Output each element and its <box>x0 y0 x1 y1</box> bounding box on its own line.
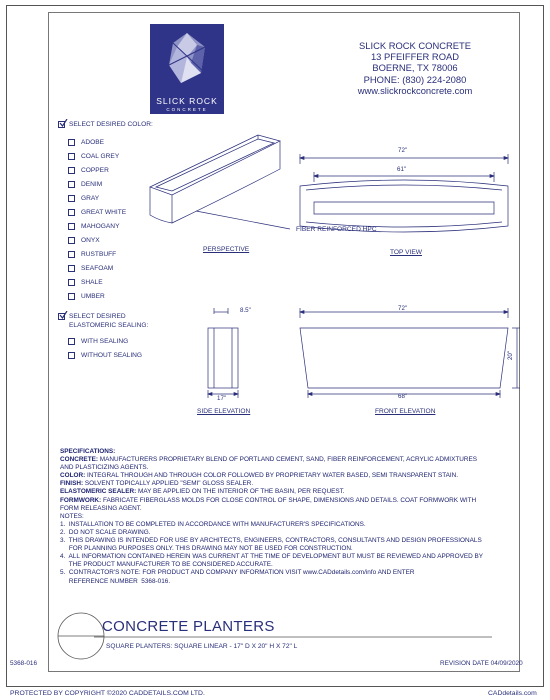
check-icon <box>59 119 68 128</box>
sealer-label: ELASTOMERIC SEALER: <box>60 488 137 496</box>
sealer-text: MAY BE APPLIED ON THE INTERIOR OF THE BASIN, PER REQUEST. <box>136 488 345 496</box>
checkbox[interactable] <box>68 279 75 286</box>
sealing-option-without[interactable] <box>68 352 142 359</box>
top-view-drawing <box>292 150 524 242</box>
revision-date: REVISION DATE 04/09/2020 <box>440 660 523 667</box>
option-label: GREAT WHITE <box>81 209 127 216</box>
sealing-select-heading-row <box>58 313 148 330</box>
color-option-umber[interactable] <box>68 293 105 300</box>
color-option-onyx[interactable] <box>68 237 100 244</box>
checkbox[interactable] <box>68 209 75 216</box>
front-elevation-label: FRONT ELEVATION <box>375 408 436 415</box>
top-view-label: TOP VIEW <box>390 249 422 256</box>
color-select-checkbox[interactable] <box>58 121 65 128</box>
perspective-label: PERSPECTIVE <box>203 246 250 253</box>
checkbox[interactable] <box>68 223 75 230</box>
color-option-denim[interactable] <box>68 181 102 188</box>
color-option-coal-grey[interactable] <box>68 153 119 160</box>
option-label: ONYX <box>81 237 100 244</box>
company-address-line2: BOERNE, TX 78006 <box>372 62 458 74</box>
company-website[interactable]: www.slickrockconcrete.com <box>357 84 473 96</box>
company-logo <box>150 24 224 114</box>
perspective-drawing <box>140 125 310 255</box>
checkbox[interactable] <box>68 195 75 202</box>
spec-heading: SPECIFICATIONS: <box>60 448 116 455</box>
color-option-gray[interactable] <box>68 195 99 202</box>
copyright-text: PROTECTED BY COPYRIGHT ©2020 CADDETAILS.COM LTD. <box>10 690 205 697</box>
company-address-line1: 13 PFEIFFER ROAD <box>370 51 460 63</box>
reference-number: 5368-016 <box>10 660 38 667</box>
front-elevation-drawing <box>292 304 524 404</box>
side-elevation-label: SIDE ELEVATION <box>197 408 251 415</box>
option-label: ADOBE <box>81 139 105 146</box>
option-label: SEAFOAM <box>81 265 114 272</box>
option-label: RUSTBUFF <box>81 251 117 258</box>
checkbox[interactable] <box>68 153 75 160</box>
fiber-label: FIBER REINFORCED HPC <box>296 226 377 233</box>
note-item: 4. ALL INFORMATION CONTAINED HEREIN WAS CURRENT AT THE TIME OF DEVELOPMENT BUT MUST BE REVIEWED AND APPROVED BY <box>60 553 484 561</box>
color-option-rustbuff[interactable] <box>68 251 116 258</box>
company-phone: PHONE: (830) 224-2080 <box>363 73 467 85</box>
finish-text: SOLVENT TOPICALLY APPLIED "SEMI" GLOSS SEALER. <box>83 480 254 488</box>
sealing-option-with[interactable] <box>68 338 128 345</box>
color-select-heading-row <box>58 121 153 128</box>
color-option-shale[interactable] <box>68 279 103 286</box>
formwork-text-cont: FORM RELEASING AGENT. <box>60 504 142 512</box>
color-text: INTEGRAL THROUGH AND THROUGH COLOR FOLLOWED BY PROPRIETARY WATER BASED, SEMI TRANSPARENT STAIN. <box>85 472 459 480</box>
checkbox[interactable] <box>68 139 75 146</box>
sealing-heading-line2: ELASTOMERIC SEALING: <box>69 321 149 329</box>
checkbox[interactable] <box>68 338 75 345</box>
note-item: 5. CONTRACTOR'S NOTE: FOR PRODUCT AND COMPANY INFORMATION VISIT www.CADdetails.com/info AND ENTER <box>60 569 415 577</box>
option-label: GRAY <box>81 195 100 202</box>
note-item: THE PRODUCT MANUFACTURER TO BE CONSIDERED ACCURATE. <box>60 561 273 569</box>
front-dim-top: 72" <box>398 305 408 312</box>
option-label: UMBER <box>81 293 105 300</box>
note-item: 2. DO NOT SCALE DRAWING. <box>60 528 151 536</box>
finish-label: FINISH: <box>60 480 84 488</box>
note-item: REFERENCE NUMBER 5368-016. <box>60 577 171 585</box>
formwork-label: FORMWORK: <box>60 496 102 504</box>
logo-subtext: CONCRETE <box>166 107 208 112</box>
concrete-text: MANUFACTURERS PROPRIETARY BLEND OF PORTLAND CEMENT, SAND, FIBER REINFORCEMENT, ACRYLIC ADMIXTURES <box>98 456 477 464</box>
note-item: 3. THIS DRAWING IS INTENDED FOR USE BY ARCHITECTS, ENGINEERS, CONTRACTORS, CONSULTANTS AND DESIGN PROFESSIONALS <box>60 537 482 545</box>
logo-text: SLICK ROCK <box>156 96 218 106</box>
rock-logo-icon <box>151 25 223 91</box>
color-option-great-white[interactable] <box>68 209 126 216</box>
option-label: WITHOUT SEALING <box>81 352 143 359</box>
company-info <box>330 40 500 96</box>
checkbox[interactable] <box>68 293 75 300</box>
note-item: 1. INSTALLATION TO BE COMPLETED IN ACCORDANCE WITH MANUFACTURER'S SPECIFICATIONS. <box>60 520 366 528</box>
front-dim-bottom: 68" <box>398 393 408 400</box>
option-label: DENIM <box>81 181 103 188</box>
footer-site[interactable]: CADdetails.com <box>488 690 537 697</box>
drawing-subtitle: SQUARE PLANTERS: SQUARE LINEAR - 17" D X 20" H X 72" L <box>106 643 298 650</box>
notes-heading: NOTES: <box>60 512 84 520</box>
color-option-seafoam[interactable] <box>68 265 113 272</box>
concrete-label: CONCRETE: <box>60 456 98 464</box>
color-option-mahogany[interactable] <box>68 223 119 230</box>
checkbox[interactable] <box>68 237 75 244</box>
color-option-copper[interactable] <box>68 167 109 174</box>
specifications-block <box>60 448 490 586</box>
option-label: COPPER <box>81 167 109 174</box>
formwork-text: FABRICATE FIBERGLASS MOLDS FOR CLOSE CONTROL OF SHAPE, DIMENSIONS AND DETAILS. COAT FORMWORK WITH <box>101 496 477 504</box>
checkbox[interactable] <box>68 265 75 272</box>
option-label: MAHOGANY <box>81 223 120 230</box>
color-select-heading: SELECT DESIRED COLOR: <box>69 121 153 128</box>
option-label: COAL GREY <box>81 153 120 160</box>
note-item: FOR PLANNING PURPOSES ONLY. THIS DRAWING MAY NOT BE USED FOR CONSTRUCTION. <box>60 545 353 553</box>
company-name: SLICK ROCK CONCRETE <box>359 40 471 51</box>
concrete-text-cont: AND PLASTICIZING AGENTS. <box>60 464 149 472</box>
checkbox[interactable] <box>68 352 75 359</box>
option-label: WITH SEALING <box>81 338 129 345</box>
checkbox[interactable] <box>68 167 75 174</box>
side-dim-bottom: 17" <box>217 395 227 402</box>
side-dim-top: 8.5" <box>240 307 251 314</box>
checkbox[interactable] <box>68 251 75 258</box>
color-label: COLOR: <box>60 472 86 480</box>
color-option-adobe[interactable] <box>68 139 104 146</box>
sealing-select-checkbox[interactable] <box>58 313 65 320</box>
checkbox[interactable] <box>68 181 75 188</box>
front-dim-height: 20" <box>507 350 515 361</box>
check-icon <box>59 311 68 320</box>
option-label: SHALE <box>81 279 103 286</box>
top-dim-inner: 61" <box>397 166 407 173</box>
drawing-title: CONCRETE PLANTERS <box>102 618 275 635</box>
sealing-heading-line1: SELECT DESIRED <box>69 313 126 320</box>
top-dim-outer: 72" <box>398 147 408 154</box>
side-elevation-drawing <box>200 304 260 404</box>
